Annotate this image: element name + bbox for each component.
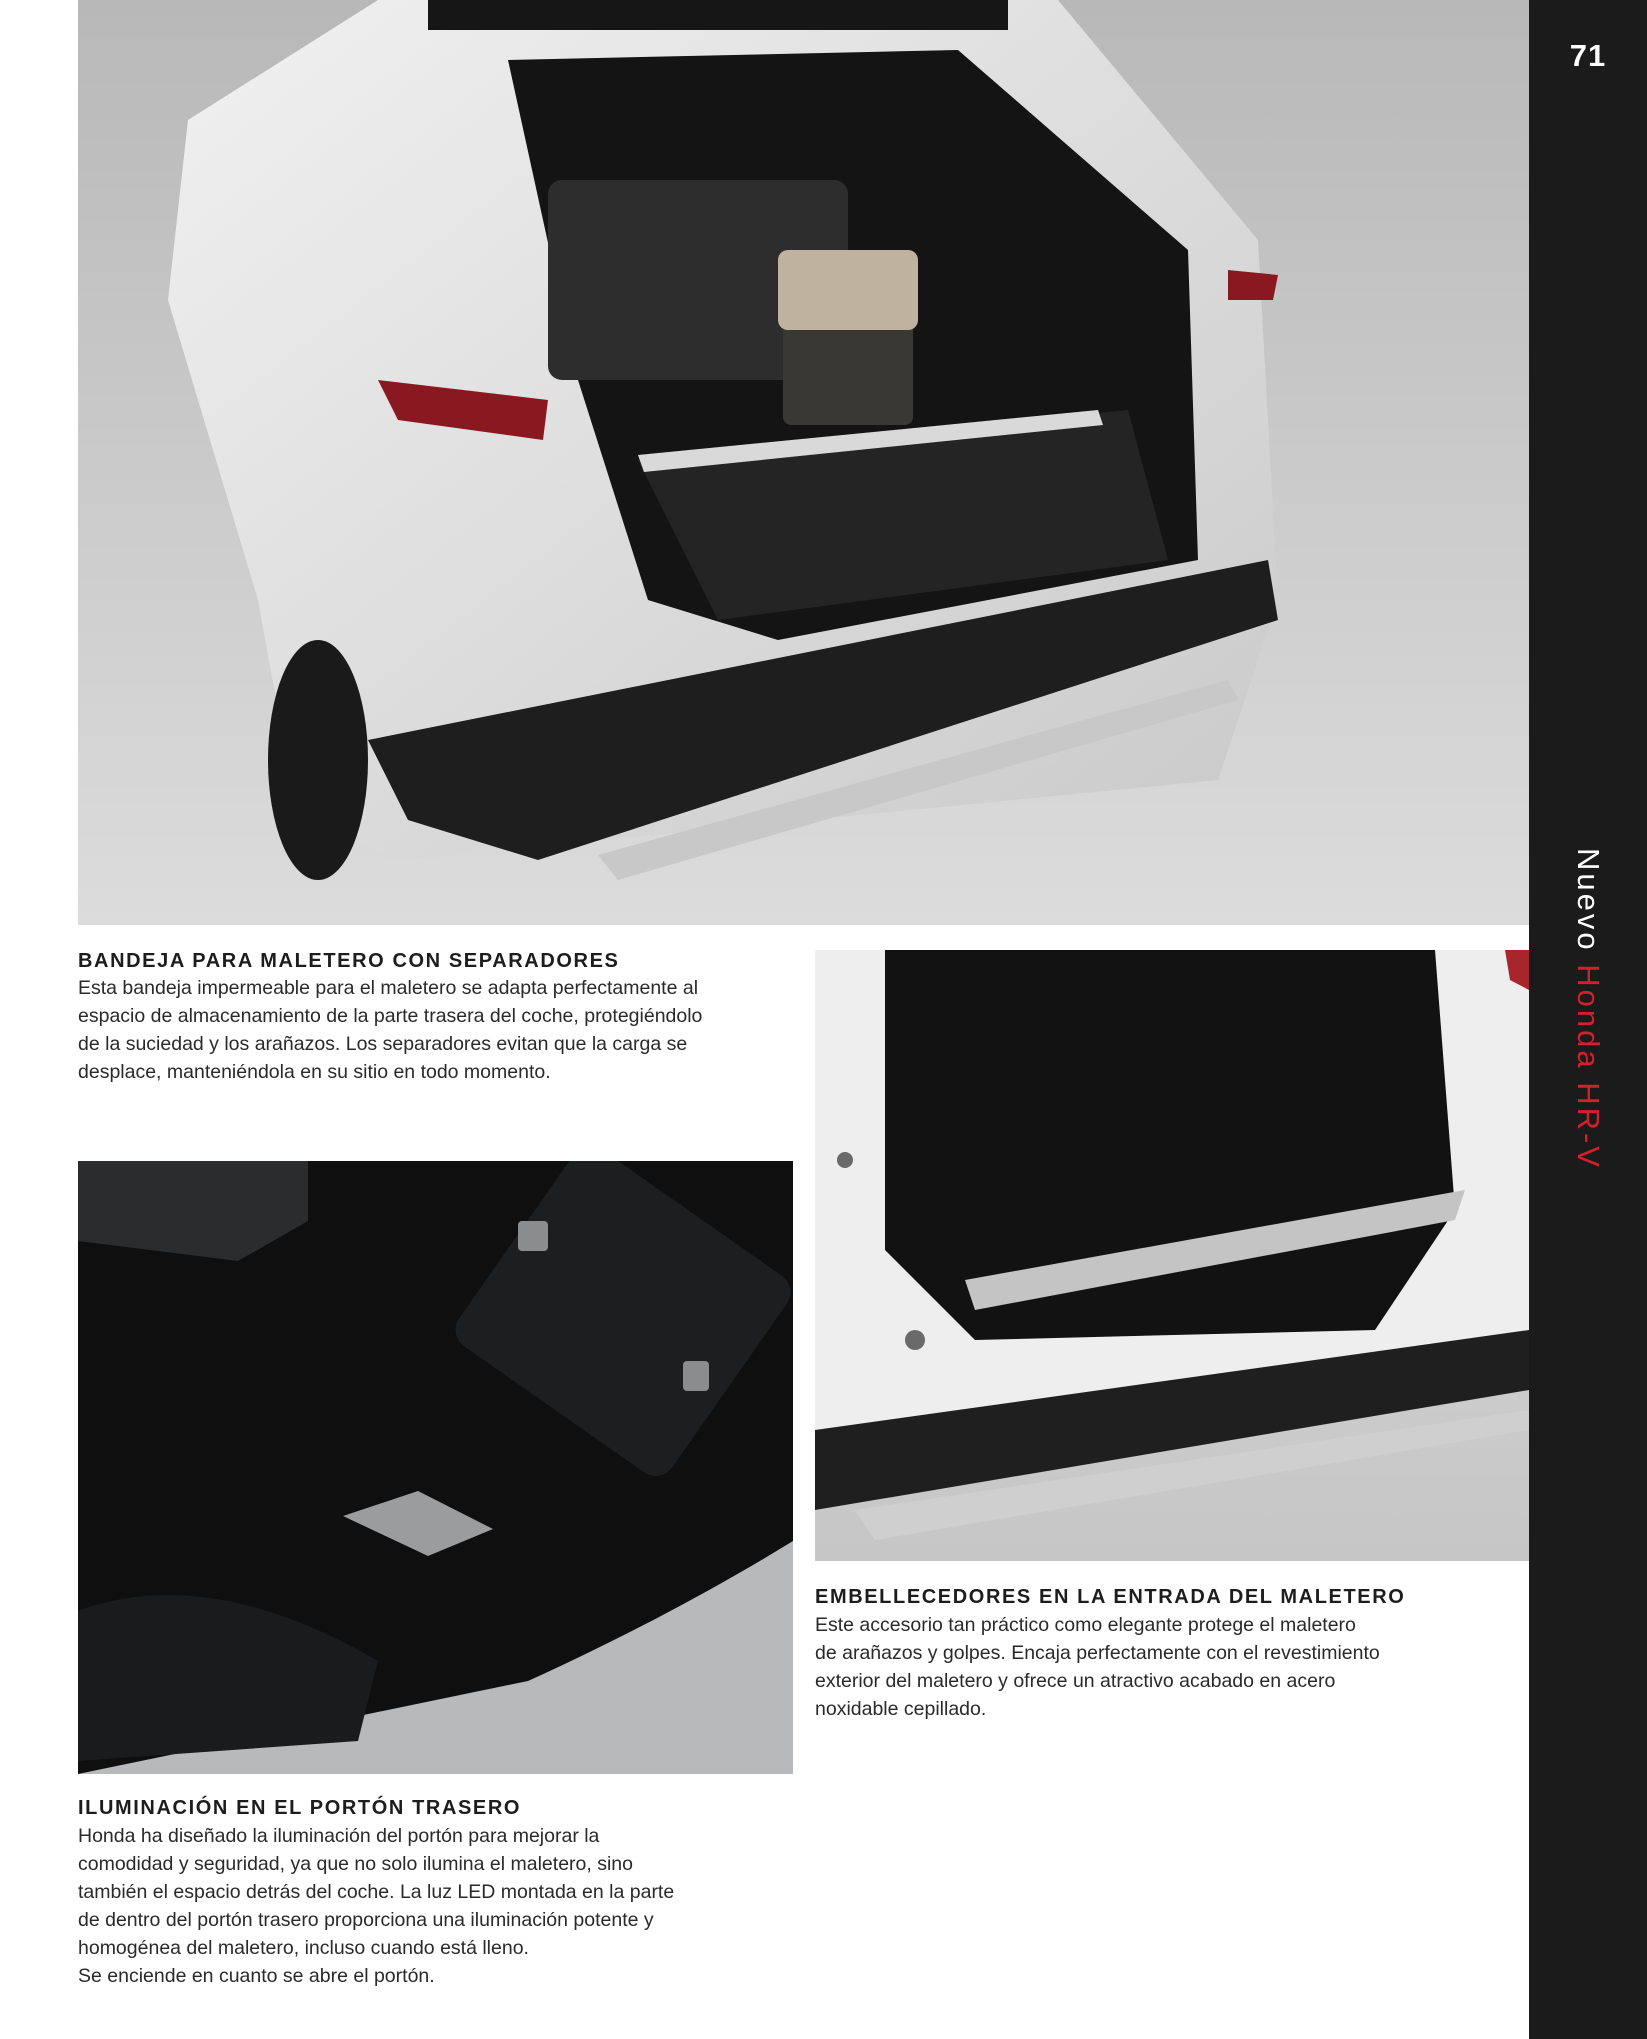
- photo-tailgate-light: [78, 1161, 793, 1774]
- body-line: también el espacio detrás del coche. La luz LED montada en la parte: [78, 1881, 675, 1903]
- body-line: exterior del maletero y ofrece un atractivo acabado en acero: [815, 1670, 1336, 1692]
- body-line: Esta bandeja impermeable para el maletero se adapta perfectamente al: [78, 977, 699, 999]
- section-heading-light: ILUMINACIÓN EN EL PORTÓN TRASERO: [78, 1797, 522, 1819]
- body-line: Honda ha diseñado la iluminación del portón para mejorar la: [78, 1825, 600, 1847]
- body-line: Se enciende en cuanto se abre el portón.: [78, 1965, 435, 1987]
- body-line: de arañazos y golpes. Encaja perfectamente con el revestimiento: [815, 1642, 1380, 1664]
- title-model: Honda HR-V: [1571, 964, 1606, 1170]
- body-line: desplace, manteniéndola en su sitio en todo momento.: [78, 1061, 551, 1083]
- section-body-tray: [78, 974, 798, 1086]
- vertical-model-title: [1570, 848, 1606, 1170]
- body-line: comodidad y seguridad, ya que no solo ilumina el maletero, sino: [78, 1853, 633, 1875]
- photo-trunk-tray: [78, 0, 1529, 925]
- section-heading-tray: BANDEJA PARA MALETERO CON SEPARADORES: [78, 950, 620, 972]
- body-line: noxidable cepillado.: [815, 1698, 987, 1720]
- section-heading-sill: EMBELLECEDORES EN LA ENTRADA DEL MALETERO: [815, 1586, 1406, 1608]
- sidebar: [1529, 0, 1647, 2039]
- photo-trunk-sill: [815, 950, 1529, 1561]
- section-body-light: [78, 1822, 798, 1990]
- body-line: de la suciedad y los arañazos. Los separadores evitan que la carga se: [78, 1033, 688, 1055]
- body-line: Este accesorio tan práctico como elegante protege el maletero: [815, 1614, 1356, 1636]
- page-number: 71: [1569, 38, 1607, 73]
- body-line: espacio de almacenamiento de la parte trasera del coche, protegiéndolo: [78, 1005, 703, 1027]
- body-line: de dentro del portón trasero proporciona una iluminación potente y: [78, 1909, 654, 1931]
- body-line: homogénea del maletero, incluso cuando está lleno.: [78, 1937, 529, 1959]
- title-prefix: Nuevo: [1571, 848, 1606, 953]
- section-body-sill: [815, 1611, 1515, 1723]
